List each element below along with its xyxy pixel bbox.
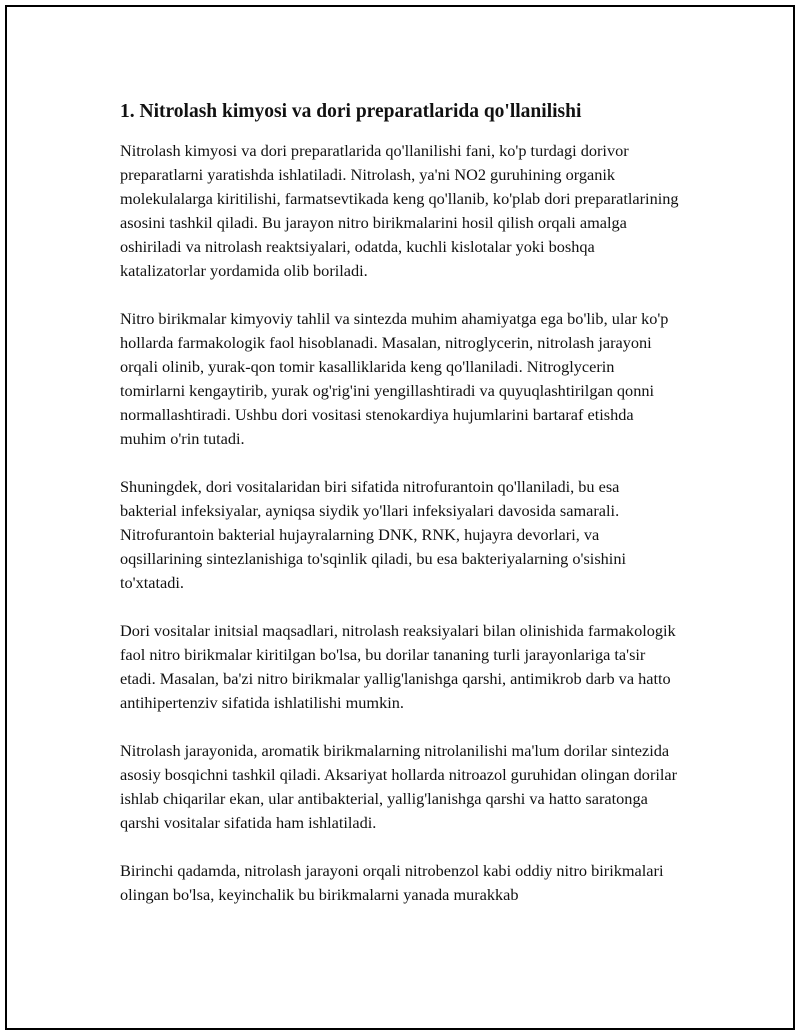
document-body (120, 99, 680, 931)
paragraph-4: Dori vositalar initsial maqsadlari, nitrolash reaksiyalari bilan olinishida farmakologik faol nitro birikmalar kiritilgan bo'lsa, bu dorilar tananing turli jarayonlariga ta'sir etadi. Masalan, ba'zi nitro birikmalar yallig'lanishga qarshi, antimikrob darb va hatto antihipertenziv sifatida ishlatilishi mumkin. (120, 621, 676, 712)
paragraph-5: Nitrolash jarayonida, aromatik birikmalarning nitrolanilishi ma'lum dorilar sintezida asosiy bosqichni tashkil qiladi. Aksariyat hollarda nitroazol guruhidan olingan dorilar ishlab chiqarilar ekan, ular antibakterial, yallig'lanishga qarshi va hatto saratonga qarshi vositalar sifatida ham ishlatiladi. (120, 741, 678, 832)
paragraph-3: Shuningdek, dori vositalaridan biri sifatida nitrofurantoin qo'llaniladi, bu esa bakterial infeksiyalar, ayniqsa siydik yo'llari infeksiyalari davosida samarali. Nitrofurantoin bakterial hujayralarning DNK, RNK, hujayra devorlari, va oqsillarining sintezlanishiga to'sqinlik qiladi, bu esa bakteriyalarning o'sishini to'xtatadi. (120, 477, 626, 592)
page-title: 1. Nitrolash kimyosi va dori preparatlarida qo'llanilishi (120, 101, 582, 122)
paragraph-1: Nitrolash kimyosi va dori preparatlarida qo'llanilishi fani, ko'p turdagi dorivor preparatlarni yaratishda ishlatiladi. Nitrolash, ya'ni NO2 guruhining organik molekulalarga kiritilishi, farmatsevtikada keng qo'llanib, ko'plab dori preparatlarining asosini tashkil qiladi. Bu jarayon nitro birikmalarini hosil qilish orqali amalga oshiriladi va nitrolash reaktsiyalari, odatda, kuchli kislotalar yoki boshqa katalizatorlar yordamida olib boriladi. (120, 141, 679, 280)
paragraph-6: Birinchi qadamda, nitrolash jarayoni orqali nitrobenzol kabi oddiy nitro birikmalari olingan bo'lsa, keyinchalik bu birikmalarni yanada murakkab (120, 861, 664, 904)
page-frame (5, 5, 795, 1030)
paragraph-2: Nitro birikmalar kimyoviy tahlil va sintezda muhim ahamiyatga ega bo'lib, ular ko'p hollarda farmakologik faol hisoblanadi. Masalan, nitroglycerin, nitrolash jarayoni orqali olinib, yurak-qon tomir kasalliklarida keng qo'llaniladi. Nitroglycerin tomirlarni kengaytirib, yurak og'rig'ini yengillashtiradi va quyuqlashtirilgan qonni normallashtiradi. Ushbu dori vositasi stenokardiya hujumlarini bartaraf etishda muhim o'rin tutadi. (120, 309, 669, 448)
